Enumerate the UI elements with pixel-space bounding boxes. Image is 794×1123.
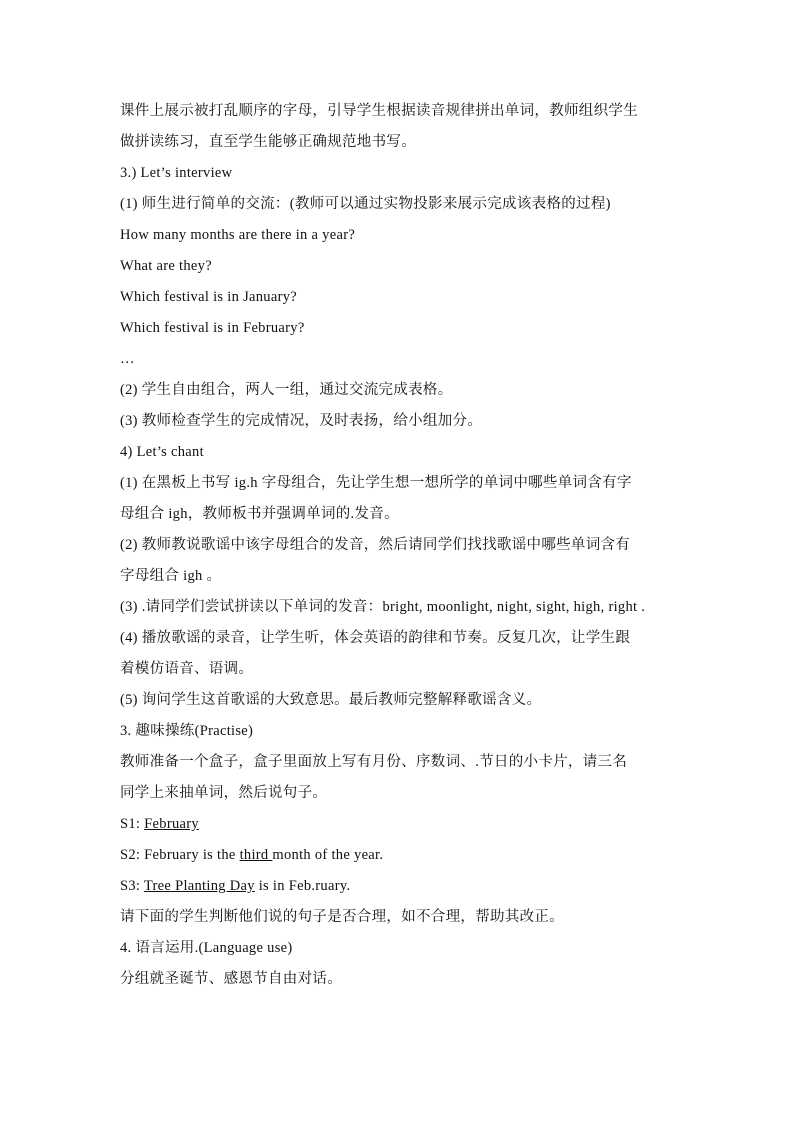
text-line: 同学上来抽单词，然后说句子。	[120, 785, 328, 801]
example-suffix: month of the year.	[272, 847, 384, 863]
example-prefix: S2: February is the	[120, 847, 240, 863]
section-heading: 3.) Let’s interview	[120, 165, 233, 181]
example-prefix: S1:	[120, 816, 145, 832]
text-line: 做拼读练习，直至学生能够正确规范地书写。	[120, 134, 416, 150]
example-suffix: is in Feb.ruary.	[254, 878, 351, 894]
document-page	[120, 96, 685, 995]
text-line: 字母组合 igh 。	[120, 568, 222, 584]
text-line: (3) 教师检查学生的完成情况，及时表扬，给小组加分。	[120, 413, 483, 429]
text-line: (1) 师生进行简单的交流：(教师可以通过实物投影来展示完成该表格的过程)	[120, 196, 611, 212]
text-line: (1) 在黑板上书写 ig.h 字母组合，先让学生想一想所学的单词中哪些单词含有字	[120, 475, 632, 491]
underlined-answer: third	[239, 847, 273, 863]
text-line: 教师准备一个盒子，盒子里面放上写有月份、序数词、.节日的小卡片，请三名	[120, 754, 628, 770]
example-s2	[120, 840, 685, 871]
text-line: 母组合 igh，教师板书并强调单词的.发音。	[120, 506, 399, 522]
ellipsis-line: …	[120, 351, 135, 367]
text-line: 课件上展示被打乱顺序的字母，引导学生根据读音规律拼出单词，教师组织学生	[120, 103, 638, 119]
text-line: 分组就圣诞节、感恩节自由对话。	[120, 971, 342, 987]
example-prefix: S3:	[120, 878, 144, 894]
underlined-answer: Tree Planting Day	[143, 878, 255, 894]
underlined-answer: February	[144, 816, 199, 832]
question-line: Which festival is in February?	[120, 320, 305, 336]
question-line: What are they?	[120, 258, 212, 274]
section-heading: 4) Let’s chant	[120, 444, 204, 460]
text-line: (4) 播放歌谣的录音，让学生听，体会英语的韵律和节奏。反复几次，让学生跟	[120, 630, 631, 646]
text-line: (5) 询问学生这首歌谣的大致意思。最后教师完整解释歌谣含义。	[120, 692, 542, 708]
question-line: How many months are there in a year?	[120, 227, 356, 243]
section-heading: 4. 语言运用.(Language use)	[120, 940, 293, 956]
text-line: (2) 教师教说歌谣中该字母组合的发音，然后请同学们找找歌谣中哪些单词含有	[120, 537, 631, 553]
text-line: (2) 学生自由组合，两人一组，通过交流完成表格。	[120, 382, 453, 398]
text-line: (3) .请同学们尝试拼读以下单词的发音：bright, moonlight, night, sight, high, right .	[120, 599, 646, 615]
text-line: 请下面的学生判断他们说的句子是否合理，如不合理，帮助其改正。	[120, 909, 564, 925]
example-s3	[120, 871, 685, 902]
question-line: Which festival is in January?	[120, 289, 298, 305]
example-s1	[120, 809, 685, 840]
text-line: 着模仿语音、语调。	[120, 661, 254, 677]
section-heading: 3. 趣味操练(Practise)	[120, 723, 254, 739]
